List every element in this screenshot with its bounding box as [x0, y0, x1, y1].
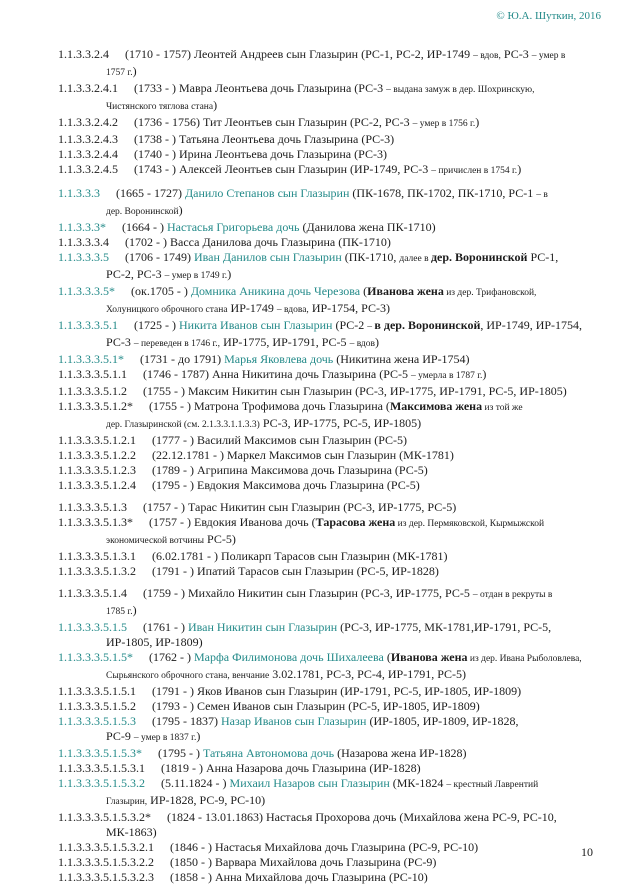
entry-text: (1743 - ) Алексей Леонтьев сын Глазырин (ИР-1749, РС-3 [134, 162, 432, 176]
entry-text: ) [517, 162, 522, 176]
entry-row [58, 586, 612, 620]
entry-text: 3.02.1781, РС-3, РС-4, ИР-1791, РС-5) [269, 667, 467, 681]
entry-annotation: Глазырин, [106, 797, 148, 807]
entry-row [58, 352, 612, 367]
entry-annotation: из той же [482, 403, 523, 413]
entry-row [58, 840, 612, 855]
entry-number: 1.1.3.3.3.5.1.2 [58, 384, 127, 398]
entry-text: (1757 - ) Евдокия Иванова дочь ( [149, 515, 316, 529]
entry-annotation: – причислен в 1754 г. [431, 166, 518, 176]
entry-annotation: – крестный Лаврентий [446, 780, 539, 790]
page-number: 10 [581, 845, 593, 859]
entry-number: 1.1.3.3.3.5.1.5.3.2* [58, 810, 151, 824]
entry-annotation: экономической вотчины [106, 536, 205, 546]
entry-row [58, 620, 612, 650]
entry-text: (МК-1824 [389, 776, 447, 790]
entry-row [58, 515, 612, 549]
entry-text: (ПК-1678, ПК-1702, ПК-1710, РС-1 [349, 186, 537, 200]
entry-text: ИР-1749 [227, 301, 277, 315]
entry-text: (1791 - ) Ипатий Тарасов сын Глазырин (РС-5, ИР-1828) [152, 564, 439, 578]
entry-text: (Данилова жена ПК-1710) [299, 220, 436, 234]
entry-annotation: Холуницкого оброчного стана [106, 305, 228, 315]
entry-row [58, 699, 612, 714]
entry-row [58, 870, 612, 885]
entry-annotation: – отдан в рекруты в [472, 590, 553, 600]
entry-row [58, 564, 612, 579]
entry-row [58, 810, 612, 840]
entry-number: 1.1.3.3.3.5* [58, 284, 115, 298]
entry-text: (1746 - 1787) Анна Никитина дочь Глазырина (РС-5 [143, 367, 412, 381]
entry-text: ) [213, 98, 218, 112]
entry-text: (1759 - ) Михайло Никитин сын Глазырин (РС-3, ИР-1775, РС-5 [143, 586, 473, 600]
entry-annotation: – умер в 1749 г. [164, 271, 228, 281]
entry-row [58, 284, 612, 318]
genealogy-entry-list [58, 47, 612, 885]
entry-text: (22.12.1781 - ) Маркел Максимов сын Глазырин (МК-1781) [152, 448, 454, 462]
entry-spouse-label: дер. Воронинской [430, 250, 528, 264]
entry-text: (1846 - ) Настасья Михайлова дочь Глазырина (РС-9, РС-10) [170, 840, 479, 854]
entry-text: (1791 - ) Яков Иванов сын Глазырин (ИР-1791, РС-5, ИР-1805, ИР-1809) [152, 684, 522, 698]
entry-row [58, 162, 612, 179]
entry-text: РС-9 [106, 729, 134, 743]
entry-text: (1702 - ) Васса Данилова дочь Глазырина (ПК-1710) [125, 235, 391, 249]
entry-person-name: Никита Иванов сын Глазырин [179, 318, 333, 332]
entry-spouse-label: в дер. Воронинской [374, 318, 481, 332]
entry-number: 1.1.3.3.3.5.1.5* [58, 650, 133, 664]
entry-text: (1757 - ) Тарас Никитин сын Глазырин (РС-3, ИР-1775, РС-5) [143, 500, 457, 514]
entry-spouse-label: Иванова жена [390, 650, 468, 664]
entry-row [58, 318, 612, 352]
entry-text: (ИР-1805, ИР-1809, ИР-1828, [366, 714, 519, 728]
entry-number: 1.1.3.3.3.5.1.5 [58, 620, 127, 634]
entry-row [58, 776, 612, 810]
entry-number: 1.1.3.3.3.5.1.5.3* [58, 746, 142, 760]
entry-person-name: Домника Аникина дочь Черезова [190, 284, 361, 298]
entry-text: (6.02.1781 - ) Поликарп Тарасов сын Глазырин (МК-1781) [152, 549, 448, 563]
entry-annotation: Сырьянского оброчного стана, венчание [106, 671, 270, 681]
entry-number: 1.1.3.3.3.5.1.5.3 [58, 714, 136, 728]
entry-text: (ПК-1710, [341, 250, 400, 264]
entry-number: 1.1.3.3.3.5.1* [58, 352, 124, 366]
entry-text: (1795 - ) [158, 746, 203, 760]
entry-row [58, 250, 612, 284]
entry-annotation: дер. Воронинской [106, 207, 179, 217]
entry-text: (1733 - ) Мавра Леонтьева дочь Глазырина (РС-3 [134, 81, 387, 95]
entry-text: (1731 - до 1791) [140, 352, 225, 366]
entry-text: ИР-1828, РС-9, РС-10) [147, 793, 266, 807]
entry-row [58, 235, 612, 250]
entry-text: , ИР-1749, ИР-1754, [480, 318, 583, 332]
entry-number: 1.1.3.3.3.5.1.2.2 [58, 448, 136, 462]
entry-spouse-label: Тарасова жена [315, 515, 396, 529]
entry-number: 1.1.3.3.3.5.1.2.3 [58, 463, 136, 477]
entry-row [58, 147, 612, 162]
entry-text: ) [227, 267, 232, 281]
entry-annotation: – вдова, [276, 305, 309, 315]
entry-number: 1.1.3.3.3.5.1.5.3.1 [58, 761, 145, 775]
entry-text: (1819 - ) Анна Назарова дочь Глазырина (ИР-1828) [161, 761, 421, 775]
entry-text: (1761 - ) [143, 620, 188, 634]
entry-text: ) [375, 335, 380, 349]
entry-number: 1.1.3.3.2.4.1 [58, 81, 118, 95]
entry-number: 1.1.3.3.3.5.1.5.1 [58, 684, 136, 698]
entry-annotation: 1785 г. [106, 607, 133, 617]
entry-number: 1.1.3.3.3.5.1.5.3.2.3 [58, 870, 154, 884]
entry-spouse-label: Максимова жена [389, 399, 483, 413]
entry-row [58, 47, 612, 81]
entry-row [58, 478, 612, 493]
entry-number: 1.1.3.3.3.5.1.3.2 [58, 564, 136, 578]
entry-text: (1850 - ) Варвара Михайлова дочь Глазырина (РС-9) [170, 855, 437, 869]
entry-text: (1795 - 1837) [152, 714, 221, 728]
entry-text: (Никитина жена ИР-1754) [333, 352, 470, 366]
entry-text: ) [178, 203, 183, 217]
entry-number: 1.1.3.3.3 [58, 186, 100, 200]
entry-text: (1710 - 1757) Леонтей Андреев сын Глазырин (РС-1, РС-2, ИР-1749 [125, 47, 474, 61]
entry-annotation: – умер в [531, 51, 566, 61]
entry-text: (1793 - ) Семен Иванов сын Глазырин (РС-5, ИР-1805, ИР-1809) [152, 699, 480, 713]
entry-row [58, 500, 612, 515]
entry-text: (1789 - ) Агрипина Максимова дочь Глазырина (РС-5) [152, 463, 428, 477]
entry-row [58, 549, 612, 564]
entry-row [58, 384, 612, 399]
entry-text: РС-3, ИР-1775, РС-5, ИР-1805) [259, 416, 422, 430]
entry-text: (1795 - ) Евдокия Максимова дочь Глазырина (РС-5) [152, 478, 420, 492]
entry-number: 1.1.3.3.2.4.2 [58, 115, 118, 129]
entry-person-name: Татьяна Автономова дочь [203, 746, 335, 760]
entry-row [58, 855, 612, 870]
entry-person-name: Настасья Григорьева дочь [167, 220, 300, 234]
entry-row [58, 714, 612, 746]
entry-annotation: – переведен в 1746 г., [133, 339, 221, 349]
entry-text: ( [360, 284, 368, 298]
entry-text: (Назарова жена ИР-1828) [334, 746, 467, 760]
entry-text: (1706 - 1749) [125, 250, 194, 264]
entry-person-name: Михаил Назаров сын Глазырин [229, 776, 390, 790]
entry-number: 1.1.3.3.2.4.3 [58, 132, 118, 146]
entry-annotation: – вдов, [473, 51, 501, 61]
entry-row [58, 399, 612, 433]
entry-annotation: – умер в 1756 г. [412, 119, 476, 129]
entry-text: (5.11.1824 - ) [161, 776, 230, 790]
entry-text: ИР-1754, РС-3) [308, 301, 390, 315]
entry-row [58, 746, 612, 761]
entry-text: (1738 - ) Татьяна Леонтьева дочь Глазырина (РС-3) [134, 132, 395, 146]
entry-row [58, 132, 612, 147]
entry-number: 1.1.3.3.2.4 [58, 47, 109, 61]
entry-row [58, 761, 612, 776]
entry-text: ) [132, 64, 137, 78]
entry-number: 1.1.3.3.3.5.1.2* [58, 399, 133, 413]
entry-text: РС-3 [500, 47, 532, 61]
entry-row [58, 367, 612, 384]
entry-annotation: – [367, 322, 375, 332]
entry-text: РС-1, [527, 250, 559, 264]
entry-text: (РС-3, ИР-1775, МК-1781,ИР-1791, РС-5, [337, 620, 552, 634]
entry-text: ) [132, 603, 137, 617]
entry-number: 1.1.3.3.3.5.1.5.2 [58, 699, 136, 713]
entry-annotation: – в [536, 190, 548, 200]
entry-annotation: дер. Глазыринской (см. 2.1.3.3.1.1.3.3) [106, 420, 260, 430]
entry-person-name: Данило Степанов сын Глазырин [185, 186, 350, 200]
entry-row [58, 650, 612, 684]
entry-text: РС-5) [204, 532, 236, 546]
entry-text: РС-3 [106, 335, 134, 349]
entry-annotation: – выдана замуж в дер. Шохринскую, [386, 85, 535, 95]
entry-annotation: – умерла в 1787 г. [411, 371, 483, 381]
entry-annotation: из дер. Пермяковской, Кырмыжской [395, 519, 545, 529]
entry-number: 1.1.3.3.3.5 [58, 250, 109, 264]
entry-number: 1.1.3.3.2.4.5 [58, 162, 118, 176]
entry-annotation: 1757 г. [106, 68, 133, 78]
entry-person-name: Иван Данилов сын Глазырин [194, 250, 342, 264]
entry-person-name: Назар Иванов сын Глазырин [221, 714, 367, 728]
entry-row [58, 463, 612, 478]
entry-annotation: – умер в 1837 г. [133, 733, 197, 743]
entry-annotation: – вдов [349, 339, 376, 349]
entry-number: 1.1.3.3.3.5.1 [58, 318, 118, 332]
entry-number: 1.1.3.3.3.5.1.3.1 [58, 549, 136, 563]
entry-text: (ок.1705 - ) [131, 284, 191, 298]
entry-annotation: Чистянского тяглова стана [106, 102, 214, 112]
entry-text: МК-1863) [106, 825, 157, 839]
entry-text: (1740 - ) Ирина Леонтьева дочь Глазырина (РС-3) [134, 147, 387, 161]
entry-text: ИР-1775, ИР-1791, РС-5 [220, 335, 350, 349]
entry-text: (1824 - 13.01.1863) Настасья Прохорова дочь (Михайлова жена РС-9, РС-10, [167, 810, 557, 824]
entry-text: (1664 - ) [122, 220, 167, 234]
entry-annotation: из дер. Ивана Рыболовлева, [467, 654, 582, 664]
entry-row [58, 115, 612, 132]
entry-number: 1.1.3.3.3.4 [58, 235, 109, 249]
entry-number: 1.1.3.3.2.4.4 [58, 147, 118, 161]
entry-number: 1.1.3.3.3.5.1.5.3.2.2 [58, 855, 154, 869]
entry-text: (1777 - ) Василий Максимов сын Глазырин (РС-5) [152, 433, 408, 447]
entry-number: 1.1.3.3.3.5.1.3* [58, 515, 133, 529]
entry-person-name: Марфа Филимонова дочь Шихалеева [194, 650, 384, 664]
copyright-notice: © Ю.А. Шуткин, 2016 [496, 10, 601, 22]
entry-text: ) [482, 367, 487, 381]
entry-number: 1.1.3.3.3.5.1.2.1 [58, 433, 136, 447]
entry-spouse-label: Иванова жена [367, 284, 444, 298]
entry-text: ) [196, 729, 201, 743]
entry-row [58, 220, 612, 235]
entry-text: (1755 - ) Матрона Трофимова дочь Глазырина ( [149, 399, 390, 413]
entry-text: РС-2, РС-3 [106, 267, 165, 281]
entry-annotation: далее в [399, 254, 431, 264]
entry-row [58, 684, 612, 699]
entry-text: ) [475, 115, 480, 129]
entry-row [58, 448, 612, 463]
entry-text: (1858 - ) Анна Михайлова дочь Глазырина (РС-10) [170, 870, 428, 884]
entry-text: (1665 - 1727) [116, 186, 185, 200]
entry-row [58, 81, 612, 115]
entry-number: 1.1.3.3.3.5.1.2.4 [58, 478, 136, 492]
entry-row [58, 433, 612, 448]
entry-text: (1755 - ) Максим Никитин сын Глазырин (РС-3, ИР-1775, ИР-1791, РС-5, ИР-1805) [143, 384, 567, 398]
entry-text: (1762 - ) [149, 650, 194, 664]
entry-number: 1.1.3.3.3.5.1.3 [58, 500, 127, 514]
entry-row [58, 186, 612, 220]
entry-text: (1736 - 1756) Тит Леонтьев сын Глазырин (РС-2, РС-3 [134, 115, 413, 129]
entry-number: 1.1.3.3.3.5.1.5.3.2.1 [58, 840, 154, 854]
entry-number: 1.1.3.3.3.5.1.4 [58, 586, 127, 600]
entry-text: (1725 - ) [134, 318, 179, 332]
entry-person-name: Иван Никитин сын Глазырин [188, 620, 338, 634]
entry-annotation: из дер. Трифановской, [443, 288, 537, 298]
entry-text: (РС-2 [332, 318, 368, 332]
entry-person-name: Марья Яковлева дочь [224, 352, 334, 366]
entry-number: 1.1.3.3.3* [58, 220, 106, 234]
entry-number: 1.1.3.3.3.5.1.5.3.2 [58, 776, 145, 790]
entry-text: ИР-1805, ИР-1809) [106, 635, 203, 649]
entry-text: ( [383, 650, 391, 664]
entry-number: 1.1.3.3.3.5.1.1 [58, 367, 127, 381]
